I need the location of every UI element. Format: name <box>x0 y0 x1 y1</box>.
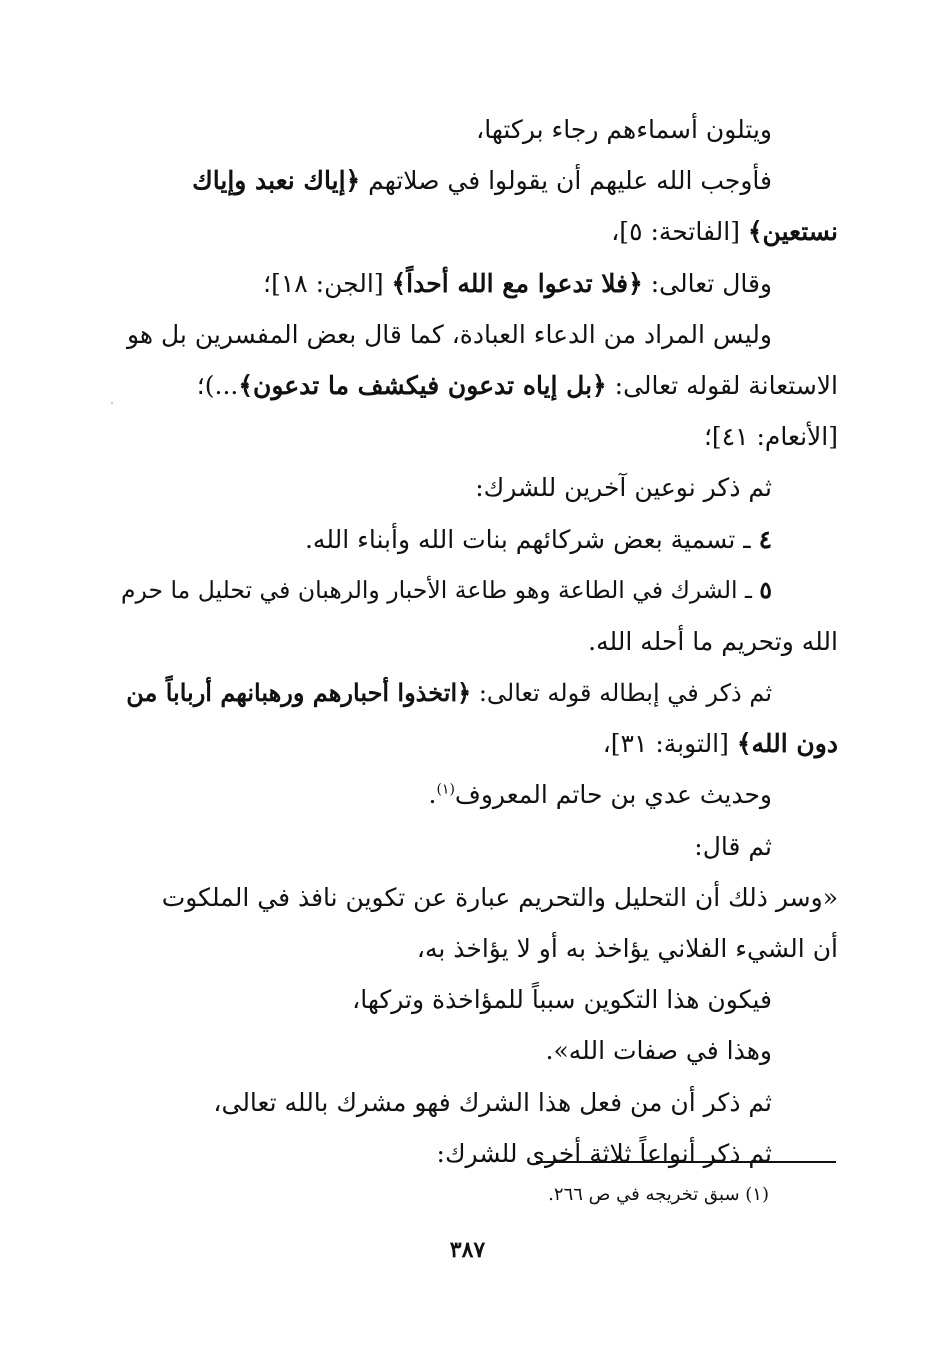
footnote-divider <box>536 1161 836 1163</box>
footnote-marker: (١) <box>436 782 455 799</box>
text-line: ثم ذكر أنواعاً ثلاثة أخرى للشرك: <box>436 1138 772 1168</box>
quran-quote: نستعين﴾ <box>747 217 838 247</box>
text-line: ثم قال: <box>694 831 772 861</box>
text-line: وليس المراد من الدعاء العبادة، كما قال بعض المفسرين بل هو <box>126 319 772 349</box>
quran-quote: ﴿فلا تدعوا مع الله أحداً﴾ <box>391 268 643 298</box>
quran-quote: ﴿اتخذوا أحبارهم ورهبانهم أرباباً من <box>126 678 472 708</box>
page-number: ٣٨٧ <box>449 1237 486 1263</box>
text-line: الله وتحريم ما أحله الله. <box>588 626 838 656</box>
text-line: أن الشيء الفلاني يؤاخذ به أو لا يؤاخذ به، <box>416 934 838 963</box>
list-number: ٥ <box>759 575 772 604</box>
text-line: دون الله﴾ [التوبة: ٣١]، <box>602 729 838 759</box>
text-line: ٥ ـ الشرك في الطاعة وهو طاعة الأحبار والرهبان في تحليل ما حرم <box>120 575 772 604</box>
quran-quote: ﴿إياك نعبد وإياك <box>192 166 361 196</box>
text-line: ثم ذكر أن من فعل هذا الشرك فهو مشرك بالله تعالى، <box>213 1087 772 1117</box>
text-line: وهذا في صفات الله». <box>545 1036 772 1066</box>
text-line: نستعين﴾ [الفاتحة: ٥]، <box>611 217 838 247</box>
text-line: وقال تعالى: ﴿فلا تدعوا مع الله أحداً﴾ [الجن: ١٨]؛ <box>263 268 772 298</box>
text-line: وحديث عدي بن حاتم المعروف$^{(١)}$. <box>428 780 772 810</box>
scan-speck <box>111 402 113 404</box>
text-line: ثم ذكر نوعين آخرين للشرك: <box>475 473 772 503</box>
quran-quote: ﴿بل إياه تدعون فيكشف ما تدعون﴾ <box>238 370 607 400</box>
main-text <box>118 104 838 1179</box>
text-line: ثم ذكر في إبطاله قوله تعالى: ﴿اتخذوا أحبارهم ورهبانهم أرباباً من <box>126 678 772 708</box>
footnote: (١) سبق تخريجه في ص ٢٦٦. <box>548 1184 769 1205</box>
quran-quote: دون الله﴾ <box>736 729 838 759</box>
text-line: «وسر ذلك أن التحليل والتحريم عبارة عن تكوين نافذ في الملكوت <box>161 882 838 912</box>
text-line: فأوجب الله عليهم أن يقولوا في صلاتهم ﴿إياك نعبد وإياك <box>192 166 772 196</box>
text-line: [الأنعام: ٤١]؛ <box>703 422 838 452</box>
text-line: الاستعانة لقوله تعالى: ﴿بل إياه تدعون فيكشف ما تدعون﴾...)؛ <box>196 370 838 400</box>
text-line: ٤ ـ تسمية بعض شركائهم بنات الله وأبناء الله. <box>304 524 772 554</box>
text-line: ويتلون أسماءهم رجاء بركتها، <box>476 115 772 144</box>
list-number: ٤ <box>758 524 772 554</box>
text-line: فيكون هذا التكوين سبباً للمؤاخذة وتركها، <box>352 985 772 1015</box>
